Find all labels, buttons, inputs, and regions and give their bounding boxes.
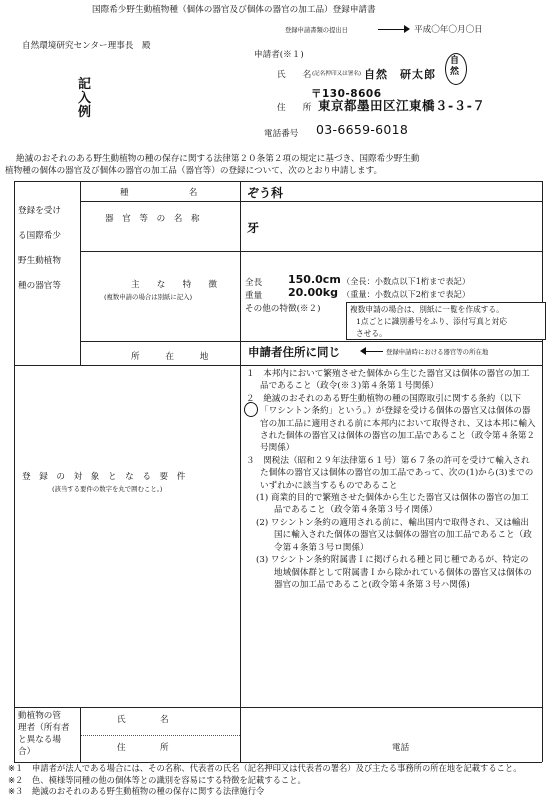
species-value[interactable]: ぞう科 <box>247 186 284 200</box>
length-note: （全長：小数点以下1桁まで表記） <box>342 276 471 286</box>
requirements-sub: (該当する要件の数字を丸で囲むこと。) <box>52 485 163 493</box>
applicant-name-label: 氏 名 <box>277 70 312 80</box>
owner-phone-label: 電話 <box>392 743 410 753</box>
applicant-address[interactable]: 東京都墨田区江東橋３-３-７ <box>318 98 486 113</box>
intro-line-1: 絶滅のおそれのある野生動植物の種の保存に関する法律第２０条第２項の規定に基づき、国際希少野生動 <box>16 154 420 164</box>
length-value[interactable]: 150.0cm <box>288 273 341 286</box>
requirements-list <box>246 368 536 591</box>
footnote-1: ※１ 申請者が法人である場合には、その名称、代表者の氏名（記名押印又は代表者の署名）及び主たる事務所の所在地を記載すること。 <box>8 763 522 773</box>
location-note: 登録申請時における器官等の所在地 <box>386 348 489 356</box>
date-arrow-line <box>378 29 406 30</box>
organ-value[interactable]: 牙 <box>247 221 260 235</box>
seal-text: 自 然 <box>450 56 460 77</box>
submit-date[interactable]: 平成〇年〇月〇日 <box>414 25 483 35</box>
location-label: 所 在 地 <box>131 352 209 362</box>
location-value[interactable]: 申請者住所に同じ <box>248 345 340 359</box>
requirement-item-1: １ 本邦内において繁殖させた個体から生じた器官又は個体の器官の加工品であること（政令(※３)第４条第１号関係） <box>246 369 530 392</box>
applicant-name-note: (記名押印又は署名) <box>312 71 362 77</box>
features-sub: (複数申請の場合は別紙に記入) <box>104 293 193 301</box>
requirement-item-3: ３ 関税法（昭和２９年法律第６１号）第６７条の許可を受けて輸入された個体の器官又は個体の器官の加工品であって、次の(1)から(3)までのいずれかに該当するものであること <box>246 455 534 491</box>
weight-value[interactable]: 20.00kg <box>288 286 338 299</box>
applicant-address-label: 住 所 <box>277 103 312 113</box>
requirement-item-2: ２ 絶滅のおそれのある野生動植物の種の国際取引に関する条約（以下「ワシントン条約」という。）が登録を受ける個体の器官又は個体の器官の加工品に適用される前に本邦内において取得され、又は本邦に輸入された個体の器官又は個体の器官の加工品であること（政令第４条第２号関係） <box>246 393 536 454</box>
owner-name-label: 氏 名 <box>117 715 169 725</box>
owner-left-label: 動植物の管 理者（所有者 と異なる場 合） <box>18 711 70 757</box>
organ-label: 器 官 等 の 名 称 <box>105 214 200 224</box>
features-label: 主 な 特 徴 <box>131 280 217 290</box>
requirement-item-3-1: (1) 商業的目的で繁殖させた個体から生じた器官又は個体の器官の加工品であること（政令第４条第３号イ関係） <box>256 493 529 516</box>
footnote-2: ※２ 色、模様等同種の他の個体等との識別を容易にする特徴を記載すること。 <box>8 774 306 785</box>
applicant-phone[interactable]: 03-6659-6018 <box>316 122 409 137</box>
registration-left-label: 登録を受け る国際希少 野生動植物 種の器官等 <box>18 206 61 291</box>
applicant-label: 申請者(※１) <box>254 50 304 60</box>
addressee: 自然環境研究センター理事長 殿 <box>22 41 151 51</box>
footnotes <box>8 763 548 798</box>
requirement-2-circle[interactable] <box>244 402 258 417</box>
weight-note: （重量：小数点以下2桁まで表記） <box>342 289 471 299</box>
requirement-item-3-3: (3) ワシントン条約附属書Ｉに掲げられる種と同じ種であるが、特定の地域個体群として附属書Ｉから除かれている個体の器官又は個体の器官の加工品であること(政令第４条第３号ハ関係) <box>256 555 532 590</box>
footnote-3: ※３ 絶滅のおそれのある野生動植物の種の保存に関する法律施行令 <box>8 786 265 796</box>
location-arrow-line <box>365 351 383 352</box>
requirement-item-3-2: (2) ワシントン条約の適用される前に、輸出国内で取得され、又は輸出国に輸入された個体の器官又は個体の器官の加工品であること（政令第４条第３号ロ関係） <box>256 517 532 553</box>
other-features-label: その他の特徴(※２) <box>245 304 321 314</box>
weight-label: 重量 <box>245 291 263 301</box>
species-label: 種 名 <box>120 188 198 198</box>
example-mark: 記 入 例 <box>78 77 92 120</box>
submit-date-label: 登録申請書類の提出日 <box>285 27 348 34</box>
form-title: 国際希少野生動植物種（個体の器官及び個体の器官の加工品）登録申請書 <box>92 5 376 15</box>
intro-line-2: 植物種の個体の器官及び個体の器官の加工品（器官等）の登録について、次のとおり申請します。 <box>5 166 383 176</box>
applicant-postal[interactable]: 〒130-8606 <box>311 88 382 100</box>
date-arrow-head <box>404 25 410 33</box>
owner-address-label: 住 所 <box>117 743 169 753</box>
other-features-note-box: 複数申請の場合は、別紙に一覧を作成する。 1点ごとに識別番号をふり、添付写真と対応 させる。 <box>346 302 546 340</box>
applicant-phone-label: 電話番号 <box>264 129 299 139</box>
applicant-name[interactable]: 自然 研太郎 <box>364 68 436 81</box>
length-label: 全長 <box>245 278 263 288</box>
requirements-label: 登 録 の 対 象 と な る 要 件 <box>22 472 186 482</box>
